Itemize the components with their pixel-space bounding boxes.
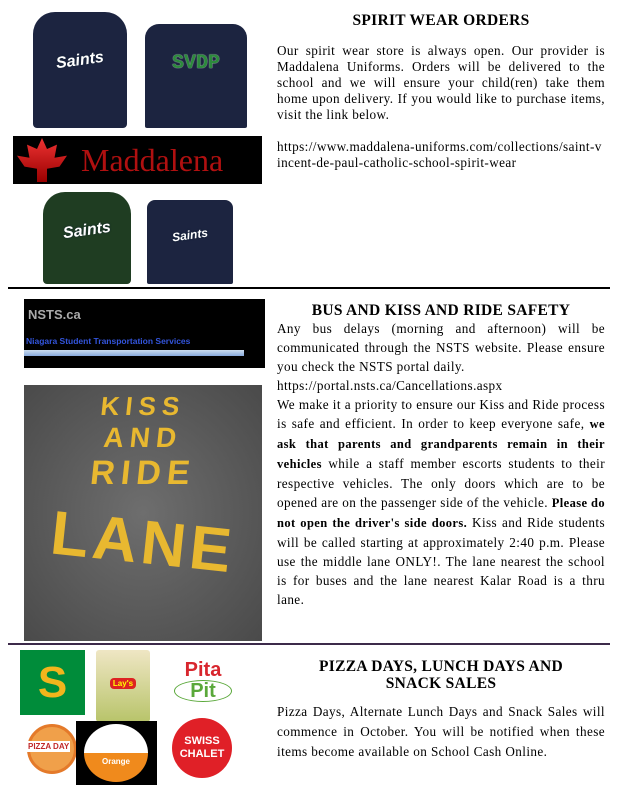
section-divider bbox=[8, 643, 610, 645]
navy-tshirt-image: Saints bbox=[147, 200, 233, 284]
spirit-wear-link[interactable]: https://www.maddalena-uniforms.com/collections/saint-vincent-de-paul-catholic-school-spirit-wear bbox=[277, 139, 602, 170]
pizza-days-heading: PIZZA DAYS, LUNCH DAYS AND SNACK SALES bbox=[319, 658, 563, 692]
subway-logo: S bbox=[20, 650, 85, 715]
orange-sherbet-image: Orange bbox=[76, 721, 157, 785]
maddalena-logo: Maddalena bbox=[13, 136, 262, 184]
nsts-portal-link[interactable]: https://portal.nsts.ca/Cancellations.aspx bbox=[277, 378, 503, 393]
bus-delays-text: Any bus delays (morning and afternoon) will be communicated through the NSTS website. Please ensure you check the NSTS portal daily. bbox=[277, 321, 605, 374]
pizza-days-body: Pizza Days, Alternate Lunch Days and Snack Sales will commence in October. You will be notified when these items become available on School Cash Online. bbox=[277, 704, 605, 759]
svdp-sweatshirt-image: SVDP bbox=[145, 24, 247, 128]
lays-chips-bag-image: Lay's bbox=[96, 650, 150, 722]
kiss-and-ride-text: We make it a priority to ensure our Kiss and Ride process is safe and efficient. In order to keep everyone safe, we ask that parents and grandparents remain in their vehicles while a staff member escorts students to their respective vehicles. The only doors which are to be opened are on the passenger side of the vehicle. Please do not open the driver's side doors. Kiss and Ride students will be called starting at approximately 2:40 p.m. Please use the middle lane ONLY!. The lane nearest the school is for buses and the lane nearest Kalar Road is a thru lane. bbox=[277, 397, 605, 607]
maple-leaf-icon bbox=[17, 138, 67, 182]
spirit-wear-body: Our spirit wear store is always open. Our provider is Maddalena Uniforms. Orders will be delivered to the school and we will ensure your child(ren) take them home upon delivery. If you would like to purchase items, visit the link below. bbox=[277, 43, 605, 122]
pita-pit-logo: Pita Pit bbox=[174, 660, 232, 702]
spirit-wear-heading: SPIRIT WEAR ORDERS bbox=[352, 12, 530, 29]
bus-safety-heading: BUS AND KISS AND RIDE SAFETY bbox=[311, 302, 571, 319]
navy-hoodie-image: Saints bbox=[33, 12, 127, 128]
swiss-chalet-logo: SWISS CHALET bbox=[172, 718, 232, 778]
pizza-day-logo: PIZZA DAY bbox=[27, 724, 77, 774]
kiss-and-ride-lane-photo: KISS AND RIDE LANE bbox=[24, 385, 262, 641]
green-hoodie-image: Saints bbox=[43, 192, 131, 284]
section-divider bbox=[8, 287, 610, 289]
nsts-logo: NSTS.ca Niagara Student Transportation Services bbox=[24, 299, 265, 368]
